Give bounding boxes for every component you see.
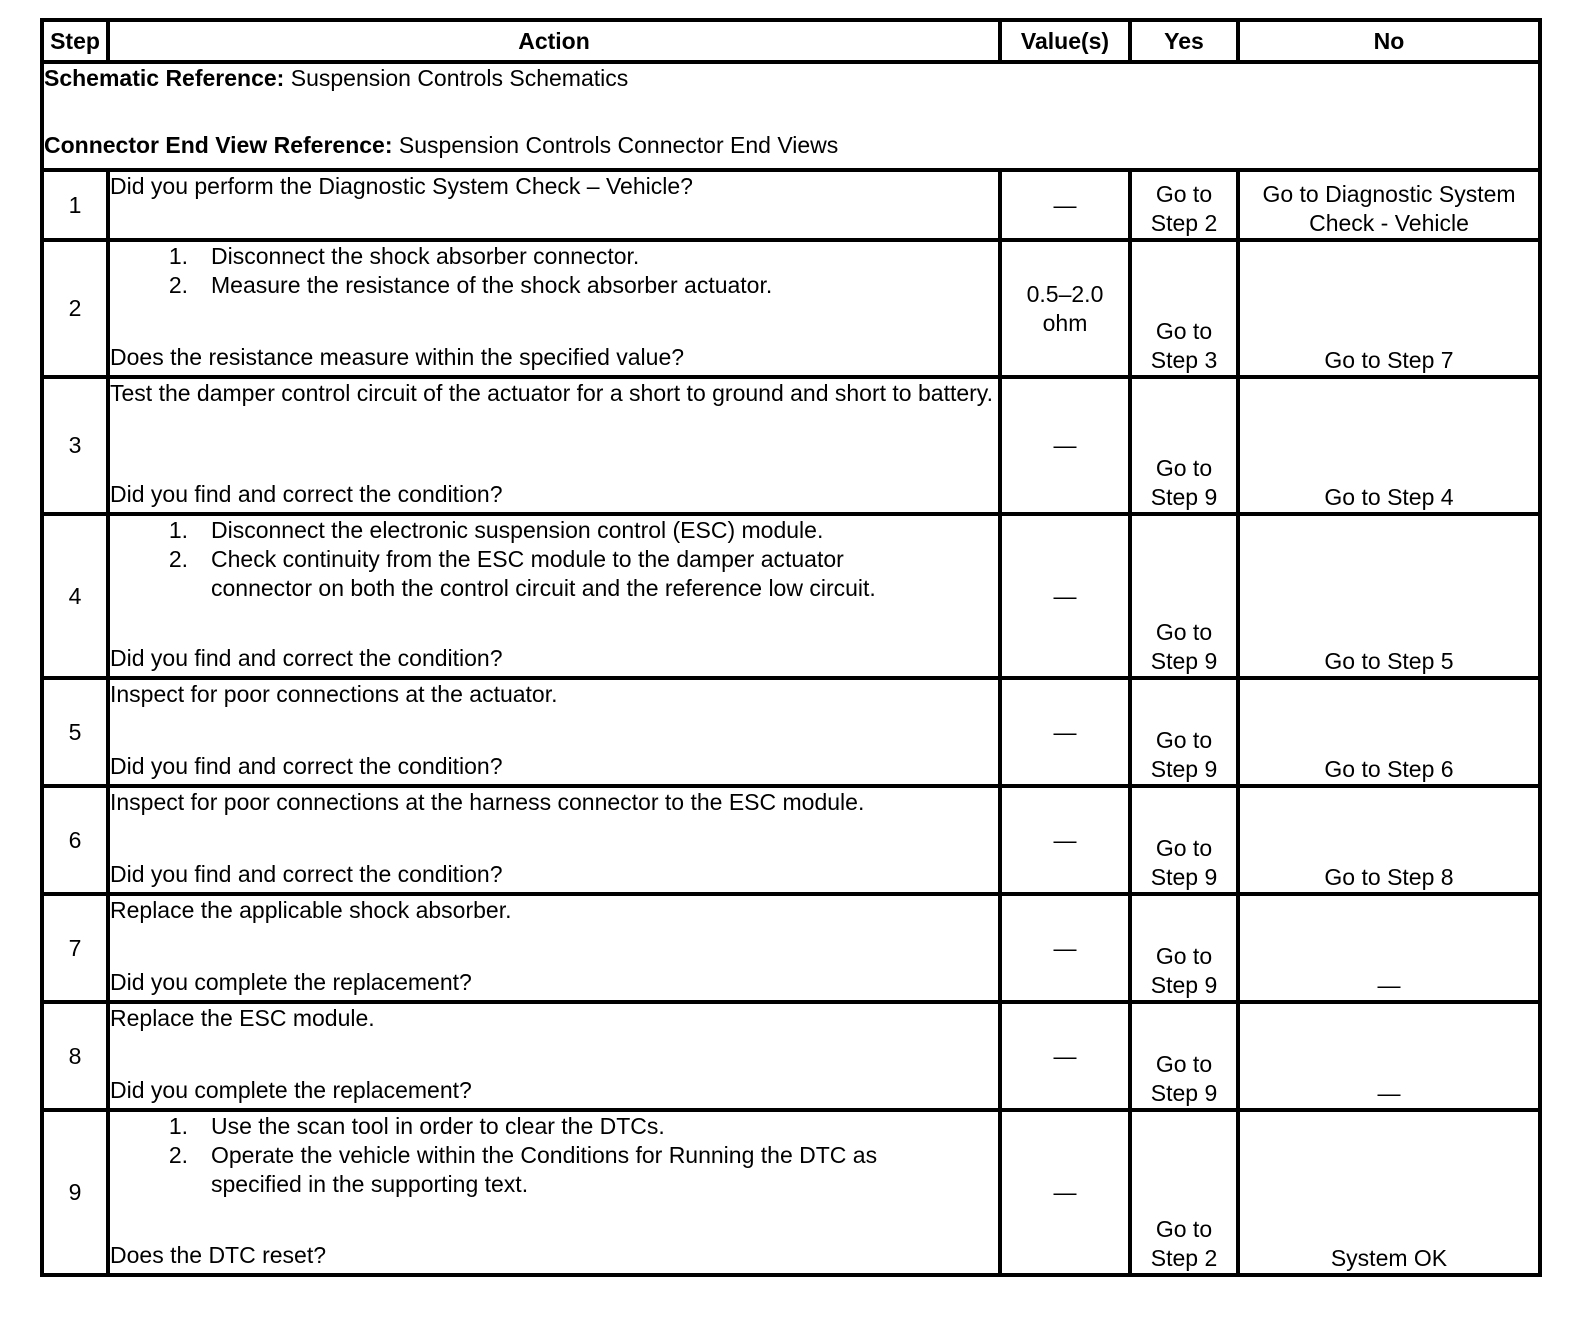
- step-number: 8: [42, 1002, 108, 1110]
- list-item-text: Disconnect the electronic suspension control (ESC) module.: [211, 517, 824, 543]
- yes-text: Go to Step 9: [1150, 943, 1218, 998]
- yes-text: Go to Step 9: [1150, 1051, 1218, 1106]
- yes-cell: [1130, 894, 1238, 1002]
- question-text: Did you find and correct the condition?: [110, 645, 503, 671]
- header-row: [42, 20, 1540, 62]
- yes-cell: [1130, 514, 1238, 678]
- list-item: 1. Disconnect the shock absorber connector.: [110, 242, 998, 271]
- table-row: [42, 1002, 1540, 1110]
- action-text: Inspect for poor connections at the harness connector to the ESC module.: [110, 789, 865, 815]
- action-content: [110, 379, 998, 509]
- yes-text: Go to Step 2: [1150, 181, 1218, 236]
- no-cell: System OK: [1238, 1110, 1540, 1275]
- action-content: [110, 896, 998, 997]
- value-cell: —: [1000, 514, 1130, 678]
- list-item: 2. Operate the vehicle within the Conditions for Running the DTC as specified in the supporting text.: [110, 1141, 998, 1199]
- action-cell: [108, 894, 1000, 1002]
- header-step: Step: [42, 20, 108, 62]
- list-item-text: Measure the resistance of the shock absorber actuator.: [211, 272, 773, 298]
- yes-text: Go to Step 9: [1150, 619, 1218, 674]
- table-row: [42, 678, 1540, 786]
- list-item: 2. Check continuity from the ESC module to the damper actuator connector on both the control circuit and the reference low circuit.: [110, 545, 998, 603]
- question-text: Did you find and correct the condition?: [110, 481, 503, 507]
- table-row: [42, 514, 1540, 678]
- action-cell: [108, 678, 1000, 786]
- value-cell: —: [1000, 377, 1130, 514]
- action-text: Did you perform the Diagnostic System Check – Vehicle?: [110, 173, 693, 199]
- yes-text: Go to Step 9: [1150, 455, 1218, 510]
- list-item: 1. Disconnect the electronic suspension control (ESC) module.: [110, 516, 998, 545]
- action-cell: [108, 786, 1000, 894]
- table-row: [42, 1110, 1540, 1275]
- yes-text: Go to Step 2: [1150, 1216, 1218, 1271]
- step-number: 5: [42, 678, 108, 786]
- action-cell: [108, 1110, 1000, 1275]
- question-text: Does the resistance measure within the specified value?: [110, 344, 685, 370]
- value-cell: —: [1000, 786, 1130, 894]
- yes-cell: [1130, 240, 1238, 377]
- header-yes: Yes: [1130, 20, 1238, 62]
- header-no: No: [1238, 20, 1540, 62]
- question-text: Did you complete the replacement?: [110, 1077, 472, 1103]
- table-row: [42, 377, 1540, 514]
- action-content: [110, 242, 998, 372]
- table-row: [42, 894, 1540, 1002]
- schematic-reference: [44, 64, 1538, 93]
- action-content: [110, 1004, 998, 1105]
- no-cell: Go to Step 5: [1238, 514, 1540, 678]
- action-content: [110, 516, 998, 673]
- action-content: [110, 788, 998, 889]
- diagnostic-table: [40, 18, 1542, 1277]
- value-cell: [1000, 240, 1130, 377]
- question-text: Did you find and correct the condition?: [110, 753, 503, 779]
- no-text: Go to Diagnostic System Check - Vehicle: [1262, 181, 1516, 236]
- value-text: 0.5–2.0 ohm: [1026, 280, 1104, 336]
- action-cell: [108, 170, 1000, 240]
- action-list: [110, 516, 998, 603]
- step-number: 3: [42, 377, 108, 514]
- question-text: Did you find and correct the condition?: [110, 861, 503, 887]
- no-cell: [1238, 170, 1540, 240]
- action-text: Test the damper control circuit of the actuator for a short to ground and short to battery.: [110, 380, 993, 406]
- action-content: [110, 680, 998, 781]
- action-text: Replace the ESC module.: [110, 1005, 375, 1031]
- value-cell: —: [1000, 1110, 1130, 1275]
- step-number: 1: [42, 170, 108, 240]
- table-row: [42, 786, 1540, 894]
- connector-reference-label: Connector End View Reference:: [44, 132, 393, 158]
- no-cell: Go to Step 4: [1238, 377, 1540, 514]
- action-text: Replace the applicable shock absorber.: [110, 897, 512, 923]
- list-item: 2. Measure the resistance of the shock absorber actuator.: [110, 271, 998, 300]
- no-cell: Go to Step 8: [1238, 786, 1540, 894]
- reference-cell: [42, 62, 1540, 170]
- yes-text: Go to Step 9: [1150, 727, 1218, 782]
- yes-cell: [1130, 1110, 1238, 1275]
- yes-cell: [1130, 678, 1238, 786]
- value-cell: —: [1000, 894, 1130, 1002]
- header-action: Action: [108, 20, 1000, 62]
- list-item-text: Disconnect the shock absorber connector.: [211, 243, 640, 269]
- connector-reference-text: Suspension Controls Connector End Views: [398, 132, 839, 158]
- step-number: 2: [42, 240, 108, 377]
- no-cell: Go to Step 7: [1238, 240, 1540, 377]
- action-list: [110, 242, 998, 300]
- list-item-text: Check continuity from the ESC module to the damper actuator connector on both the control circuit and the reference low circuit.: [211, 546, 876, 601]
- yes-cell: [1130, 377, 1238, 514]
- action-cell: [108, 377, 1000, 514]
- yes-text: Go to Step 9: [1150, 835, 1218, 890]
- no-cell: —: [1238, 1002, 1540, 1110]
- value-cell: —: [1000, 1002, 1130, 1110]
- no-cell: —: [1238, 894, 1540, 1002]
- action-content: [110, 1112, 998, 1270]
- schematic-reference-text: Suspension Controls Schematics: [290, 65, 629, 91]
- action-list: [110, 1112, 998, 1199]
- value-cell: —: [1000, 170, 1130, 240]
- action-cell: [108, 1002, 1000, 1110]
- connector-reference: [44, 131, 1538, 160]
- yes-cell: [1130, 170, 1238, 240]
- question-text: Does the DTC reset?: [110, 1242, 327, 1268]
- step-number: 4: [42, 514, 108, 678]
- reference-row: [42, 62, 1540, 170]
- table-row: [42, 170, 1540, 240]
- action-cell: [108, 514, 1000, 678]
- schematic-reference-label: Schematic Reference:: [44, 65, 285, 91]
- action-cell: [108, 240, 1000, 377]
- step-number: 7: [42, 894, 108, 1002]
- yes-cell: [1130, 786, 1238, 894]
- list-item-text: Use the scan tool in order to clear the DTCs.: [211, 1113, 665, 1139]
- no-cell: Go to Step 6: [1238, 678, 1540, 786]
- header-values: Value(s): [1000, 20, 1130, 62]
- value-cell: —: [1000, 678, 1130, 786]
- yes-cell: [1130, 1002, 1238, 1110]
- yes-text: Go to Step 3: [1150, 318, 1218, 373]
- question-text: Did you complete the replacement?: [110, 969, 472, 995]
- step-number: 6: [42, 786, 108, 894]
- list-item-text: Operate the vehicle within the Conditions for Running the DTC as specified in the supporting text.: [211, 1142, 878, 1197]
- action-text: Inspect for poor connections at the actuator.: [110, 681, 558, 707]
- step-number: 9: [42, 1110, 108, 1275]
- table-row: [42, 240, 1540, 377]
- list-item: 1. Use the scan tool in order to clear the DTCs.: [110, 1112, 998, 1141]
